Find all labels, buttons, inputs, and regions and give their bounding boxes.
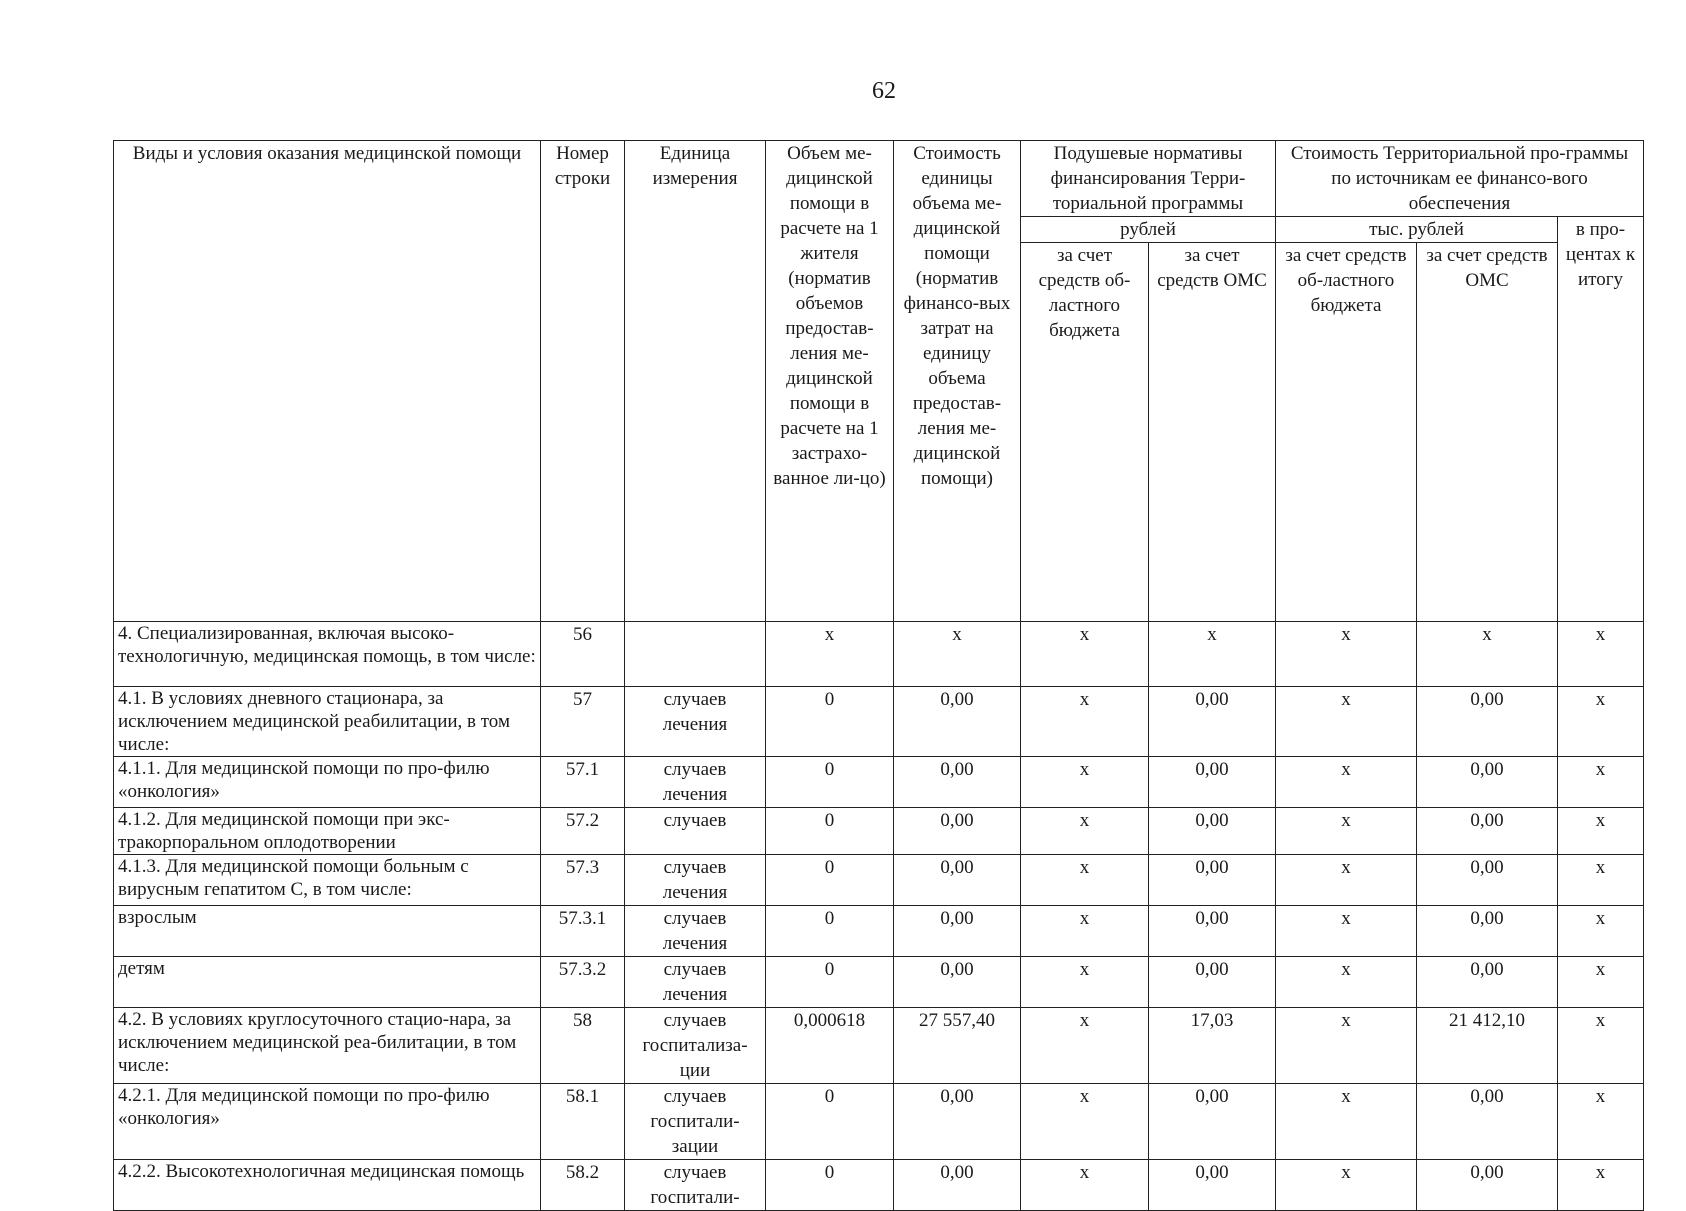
row-unit: случаев лечения <box>625 757 766 808</box>
row-unit <box>625 622 766 687</box>
row-tc-budget: x <box>1276 757 1417 808</box>
row-cost: 0,00 <box>894 906 1021 957</box>
row-percent: x <box>1558 687 1644 757</box>
row-number: 57 <box>541 687 625 757</box>
row-tc-budget: x <box>1276 855 1417 906</box>
row-cost: x <box>894 622 1021 687</box>
table-row <box>114 622 1644 687</box>
row-volume: x <box>766 622 894 687</box>
row-unit: случаев <box>625 808 766 855</box>
header-tc-regional-budget: за счет средств об-ластного бюджета <box>1276 243 1417 622</box>
header-per-capita-group: Подушевые нормативы финансирования Терри-ториальной программы <box>1021 141 1276 217</box>
row-tc-oms: 0,00 <box>1417 1084 1558 1160</box>
row-percent: x <box>1558 957 1644 1008</box>
header-unit: Единица измерения <box>625 141 766 622</box>
row-cost: 0,00 <box>894 687 1021 757</box>
row-cost: 0,00 <box>894 957 1021 1008</box>
row-number: 57.2 <box>541 808 625 855</box>
row-pc-oms: 0,00 <box>1149 957 1276 1008</box>
row-tc-budget: x <box>1276 622 1417 687</box>
row-cost: 27 557,40 <box>894 1008 1021 1084</box>
row-pc-budget: x <box>1021 757 1149 808</box>
row-volume: 0 <box>766 906 894 957</box>
row-number: 58.2 <box>541 1160 625 1211</box>
row-volume: 0 <box>766 687 894 757</box>
row-number: 57.3 <box>541 855 625 906</box>
row-number: 57.3.1 <box>541 906 625 957</box>
row-percent: x <box>1558 855 1644 906</box>
row-unit: случаев лечения <box>625 855 766 906</box>
row-tc-budget: x <box>1276 1160 1417 1211</box>
row-name: 4.1.3. Для медицинской помощи больным с вирусным гепатитом С, в том числе: <box>114 855 541 906</box>
row-percent: x <box>1558 808 1644 855</box>
row-tc-budget: x <box>1276 687 1417 757</box>
table-header <box>114 141 1644 622</box>
row-percent: x <box>1558 622 1644 687</box>
header-tc-oms: за счет средств ОМС <box>1417 243 1558 622</box>
row-volume: 0 <box>766 757 894 808</box>
row-tc-budget: x <box>1276 1084 1417 1160</box>
row-pc-budget: x <box>1021 1160 1149 1211</box>
row-number: 57.1 <box>541 757 625 808</box>
header-pc-oms: за счет средств ОМС <box>1149 243 1276 622</box>
row-cost: 0,00 <box>894 1160 1021 1211</box>
header-pc-regional-budget: за счет средств об-ластного бюджета <box>1021 243 1149 622</box>
row-pc-oms: 0,00 <box>1149 757 1276 808</box>
row-volume: 0 <box>766 957 894 1008</box>
row-pc-oms: x <box>1149 622 1276 687</box>
row-pc-budget: x <box>1021 1008 1149 1084</box>
row-tc-oms: 0,00 <box>1417 957 1558 1008</box>
row-volume: 0 <box>766 855 894 906</box>
table-row <box>114 1160 1644 1211</box>
row-cost: 0,00 <box>894 757 1021 808</box>
table-row <box>114 687 1644 757</box>
row-name: 4.2.1. Для медицинской помощи по про-филю «онкология» <box>114 1084 541 1160</box>
row-name: 4.2.2. Высокотехнологичная медицинская помощь <box>114 1160 541 1211</box>
row-volume: 0 <box>766 1160 894 1211</box>
row-pc-budget: x <box>1021 808 1149 855</box>
row-percent: x <box>1558 1160 1644 1211</box>
row-pc-oms: 0,00 <box>1149 808 1276 855</box>
row-unit: случаев госпитали-зации <box>625 1084 766 1160</box>
table-row <box>114 906 1644 957</box>
row-number: 58.1 <box>541 1084 625 1160</box>
row-pc-oms: 0,00 <box>1149 1160 1276 1211</box>
row-pc-oms: 0,00 <box>1149 855 1276 906</box>
row-name: 4. Специализированная, включая высоко-технологичную, медицинская помощь, в том числе: <box>114 622 541 687</box>
table-row <box>114 1008 1644 1084</box>
row-cost: 0,00 <box>894 808 1021 855</box>
row-percent: x <box>1558 1084 1644 1160</box>
row-pc-budget: x <box>1021 1084 1149 1160</box>
header-row-number: Номер строки <box>541 141 625 622</box>
header-cost-unit: Стоимость единицы объема ме-дицинской помощи (норматив финансо-вых затрат на единицу объема предостав-ления ме-дицинской помощи) <box>894 141 1021 622</box>
row-name: 4.1.2. Для медицинской помощи при экс-тракорпоральном оплодотворении <box>114 808 541 855</box>
row-name: детям <box>114 957 541 1008</box>
table-row <box>114 957 1644 1008</box>
row-pc-budget: x <box>1021 957 1149 1008</box>
row-unit: случаев лечения <box>625 687 766 757</box>
row-pc-oms: 0,00 <box>1149 1084 1276 1160</box>
row-unit: случаев госпитализа-ции <box>625 1008 766 1084</box>
header-per-capita-unit: рублей <box>1021 217 1276 243</box>
row-tc-budget: x <box>1276 1008 1417 1084</box>
row-name: взрослым <box>114 906 541 957</box>
row-pc-oms: 17,03 <box>1149 1008 1276 1084</box>
row-percent: x <box>1558 757 1644 808</box>
row-pc-budget: x <box>1021 906 1149 957</box>
row-percent: x <box>1558 1008 1644 1084</box>
row-volume: 0 <box>766 808 894 855</box>
financing-table <box>113 140 1644 1211</box>
row-tc-oms: 0,00 <box>1417 1160 1558 1211</box>
table-row <box>114 757 1644 808</box>
table-body <box>114 622 1644 1211</box>
row-tc-oms: 0,00 <box>1417 687 1558 757</box>
header-cost-group: Стоимость Территориальной про-граммы по источникам ее финансо-вого обеспечения <box>1276 141 1644 217</box>
row-tc-budget: x <box>1276 808 1417 855</box>
row-tc-oms: 21 412,10 <box>1417 1008 1558 1084</box>
row-tc-oms: 0,00 <box>1417 855 1558 906</box>
row-pc-oms: 0,00 <box>1149 687 1276 757</box>
row-unit: случаев лечения <box>625 957 766 1008</box>
table-row <box>114 855 1644 906</box>
row-tc-oms: 0,00 <box>1417 808 1558 855</box>
row-percent: x <box>1558 906 1644 957</box>
row-tc-budget: x <box>1276 957 1417 1008</box>
table-row <box>114 808 1644 855</box>
table-row <box>114 1084 1644 1160</box>
row-pc-budget: x <box>1021 855 1149 906</box>
row-pc-budget: x <box>1021 687 1149 757</box>
row-cost: 0,00 <box>894 1084 1021 1160</box>
page-number: 62 <box>872 78 896 104</box>
row-pc-oms: 0,00 <box>1149 906 1276 957</box>
row-name: 4.1. В условиях дневного стационара, за исключением медицинской реабилитации, в том числе: <box>114 687 541 757</box>
row-unit: случаев лечения <box>625 906 766 957</box>
row-cost: 0,00 <box>894 855 1021 906</box>
row-tc-oms: 0,00 <box>1417 906 1558 957</box>
row-tc-budget: x <box>1276 906 1417 957</box>
row-number: 58 <box>541 1008 625 1084</box>
row-number: 57.3.2 <box>541 957 625 1008</box>
header-percent: в про-центах к итогу <box>1558 217 1644 622</box>
header-kind: Виды и условия оказания медицинской помощи <box>114 141 541 622</box>
row-name: 4.2. В условиях круглосуточного стацио-нара, за исключением медицинской реа-билитации, в том числе: <box>114 1008 541 1084</box>
row-tc-oms: 0,00 <box>1417 757 1558 808</box>
row-volume: 0 <box>766 1084 894 1160</box>
row-pc-budget: x <box>1021 622 1149 687</box>
row-volume: 0,000618 <box>766 1008 894 1084</box>
row-number: 56 <box>541 622 625 687</box>
header-volume: Объем ме-дицинской помощи в расчете на 1 жителя (норматив объемов предостав-ления ме-дицинской помощи в расчете на 1 застрахо-ванное ли-цо) <box>766 141 894 622</box>
row-name: 4.1.1. Для медицинской помощи по про-филю «онкология» <box>114 757 541 808</box>
row-unit: случаев госпитали- <box>625 1160 766 1211</box>
header-cost-unit-label: тыс. рублей <box>1276 217 1558 243</box>
row-tc-oms: x <box>1417 622 1558 687</box>
